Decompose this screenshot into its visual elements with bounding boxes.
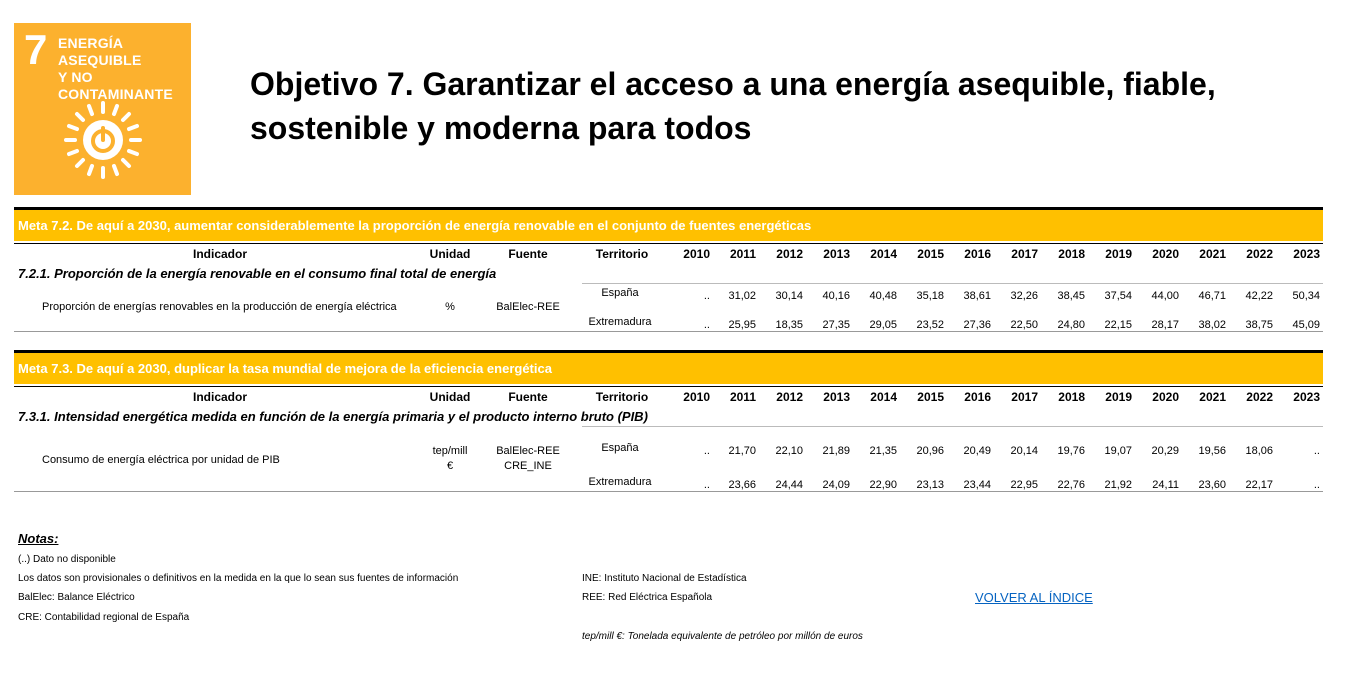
data-cell: 38,45 <box>1057 290 1085 302</box>
header-year: 2014 <box>870 390 897 404</box>
indicator-name: Consumo de energía eléctrica por unidad de PIB <box>42 454 280 466</box>
header-year: 2012 <box>776 247 803 261</box>
data-cell: .. <box>703 479 710 491</box>
data-cell: 50,34 <box>1292 290 1320 302</box>
header-fuente: Fuente <box>508 247 548 261</box>
indicator-source: BalElec-REE <box>496 301 560 313</box>
data-cell: 22,17 <box>1245 479 1273 491</box>
header-year: 2019 <box>1105 390 1132 404</box>
data-cell: 18,35 <box>775 319 803 331</box>
territory-extremadura: Extremadura <box>588 476 652 488</box>
data-cell: 22,90 <box>869 479 897 491</box>
header-year: 2017 <box>1011 390 1038 404</box>
data-cell: 24,80 <box>1057 319 1085 331</box>
data-cell: 23,44 <box>963 479 991 491</box>
table-bottom-line <box>14 331 1323 332</box>
data-cell: 20,49 <box>963 445 991 457</box>
data-cell: 37,54 <box>1104 290 1132 302</box>
data-cell: 46,71 <box>1198 290 1226 302</box>
note-ine: INE: Instituto Nacional de Estadística <box>582 573 747 584</box>
data-cell: 22,15 <box>1104 319 1132 331</box>
header-indicador: Indicador <box>192 390 247 404</box>
note-cre: CRE: Contabilidad regional de España <box>18 612 190 623</box>
header-year: 2016 <box>964 390 991 404</box>
header-year: 2020 <box>1152 390 1179 404</box>
data-cell: 27,36 <box>963 319 991 331</box>
header-year: 2016 <box>964 247 991 261</box>
meta-band: Meta 7.2. De aquí a 2030, aumentar considerablemente la proporción de energía renovable en el conjunto de fuentes energéticas <box>14 207 1323 241</box>
header-year: 2018 <box>1058 390 1085 404</box>
header-year: 2023 <box>1293 247 1320 261</box>
header-year: 2012 <box>776 390 803 404</box>
data-cell: 42,22 <box>1245 290 1273 302</box>
header-year: 2021 <box>1199 247 1226 261</box>
indicator-source-2: CRE_INE <box>504 460 552 472</box>
header-indicador: Indicador <box>192 247 247 261</box>
data-cell: 24,44 <box>775 479 803 491</box>
data-cell: 22,10 <box>775 445 803 457</box>
data-cell: .. <box>1313 479 1320 491</box>
header-year: 2015 <box>917 247 944 261</box>
sun-power-icon <box>63 100 143 180</box>
data-cell: .. <box>703 319 710 331</box>
territory-espana: España <box>601 442 639 454</box>
data-cell: 38,02 <box>1198 319 1226 331</box>
header-year: 2014 <box>870 247 897 261</box>
data-cell: 22,95 <box>1010 479 1038 491</box>
indicator-unit: % <box>445 301 455 313</box>
data-cell: 24,09 <box>822 479 850 491</box>
header-year: 2015 <box>917 390 944 404</box>
indicator-unit-2: € <box>446 460 454 472</box>
header-year: 2023 <box>1293 390 1320 404</box>
header-year: 2022 <box>1246 390 1273 404</box>
subheader-divider <box>582 426 1323 427</box>
note-provisional: Los datos son provisionales o definitivos en la medida en la que lo sean sus fuentes de información <box>18 573 459 584</box>
data-cell: 40,48 <box>869 290 897 302</box>
data-cell: 38,61 <box>963 290 991 302</box>
data-cell: 21,89 <box>822 445 850 457</box>
header-divider <box>14 386 1323 387</box>
data-cell: 21,70 <box>728 445 756 457</box>
note-dato: (..) Dato no disponible <box>18 554 116 565</box>
data-cell: 45,09 <box>1292 319 1320 331</box>
header-year: 2013 <box>823 390 850 404</box>
data-cell: 23,66 <box>728 479 756 491</box>
sdg-number: 7 <box>24 26 48 73</box>
header-year: 2019 <box>1105 247 1132 261</box>
sdg-7-logo <box>14 23 191 195</box>
indicator-title: 7.3.1. Intensidad energética medida en función de la energía primaria y el producto interno bruto (PIB) <box>18 409 648 424</box>
header-year: 2021 <box>1199 390 1226 404</box>
data-cell: 38,75 <box>1245 319 1273 331</box>
data-cell: 24,11 <box>1152 479 1179 491</box>
sdg-title: ENERGÍA ASEQUIBLE Y NO CONTAMINANTE <box>58 35 173 102</box>
indicator-title: 7.2.1. Proporción de la energía renovable en el consumo final total de energía <box>18 266 497 281</box>
territory-espana: España <box>601 287 639 299</box>
header-territorio: Territorio <box>595 247 649 261</box>
volver-al-indice-link[interactable]: VOLVER AL ÍNDICE <box>975 590 1093 605</box>
data-cell: 19,76 <box>1057 445 1085 457</box>
data-cell: .. <box>1313 445 1320 457</box>
data-cell: 28,17 <box>1151 319 1179 331</box>
data-cell: 21,92 <box>1104 479 1132 491</box>
data-cell: 22,50 <box>1010 319 1038 331</box>
data-cell: 23,13 <box>916 479 944 491</box>
header-fuente: Fuente <box>508 390 548 404</box>
data-cell: .. <box>703 445 710 457</box>
meta-band: Meta 7.3. De aquí a 2030, duplicar la tasa mundial de mejora de la eficiencia energética <box>14 350 1323 384</box>
data-cell: 40,16 <box>822 290 850 302</box>
note-balelec: BalElec: Balance Eléctrico <box>18 592 135 603</box>
header-year: 2011 <box>729 390 756 404</box>
indicator-unit: tep/mill <box>432 445 468 457</box>
note-ree: REE: Red Eléctrica Española <box>582 592 713 603</box>
indicator-source: BalElec-REE <box>496 445 560 457</box>
data-cell: 23,52 <box>916 319 944 331</box>
header-year: 2010 <box>683 247 710 261</box>
header-year: 2017 <box>1011 247 1038 261</box>
data-cell: 21,35 <box>869 445 897 457</box>
data-cell: .. <box>703 290 710 302</box>
data-cell: 19,07 <box>1104 445 1132 457</box>
data-cell: 29,05 <box>869 319 897 331</box>
data-cell: 20,96 <box>916 445 944 457</box>
header-year: 2010 <box>683 390 710 404</box>
header-year: 2022 <box>1246 247 1273 261</box>
data-cell: 22,76 <box>1057 479 1085 491</box>
data-cell: 18,06 <box>1245 445 1273 457</box>
header-territorio: Territorio <box>595 390 649 404</box>
header-unidad: Unidad <box>429 247 471 261</box>
header-divider <box>14 243 1323 244</box>
note-tep: tep/mill €: Tonelada equivalente de petróleo por millón de euros <box>582 631 863 642</box>
header-year: 2011 <box>729 247 756 261</box>
subheader-divider <box>582 283 1323 284</box>
data-cell: 35,18 <box>916 290 944 302</box>
territory-extremadura: Extremadura <box>588 316 652 328</box>
data-cell: 32,26 <box>1010 290 1038 302</box>
data-cell: 25,95 <box>728 319 756 331</box>
notes-title: Notas: <box>18 531 59 546</box>
page-title: Objetivo 7. Garantizar el acceso a una energía asequible, fiable, sostenible y moderna para todos <box>250 66 1216 146</box>
data-cell: 31,02 <box>728 290 756 302</box>
indicator-name: Proporción de energías renovables en la producción de energía eléctrica <box>42 301 397 313</box>
table-bottom-line <box>14 491 1323 492</box>
data-cell: 23,60 <box>1198 479 1226 491</box>
data-cell: 27,35 <box>822 319 850 331</box>
header-unidad: Unidad <box>429 390 471 404</box>
data-cell: 19,56 <box>1198 445 1226 457</box>
header-year: 2018 <box>1058 247 1085 261</box>
data-cell: 20,29 <box>1151 445 1179 457</box>
header-year: 2013 <box>823 247 850 261</box>
header-year: 2020 <box>1152 247 1179 261</box>
data-cell: 30,14 <box>775 290 803 302</box>
data-cell: 44,00 <box>1151 290 1179 302</box>
data-cell: 20,14 <box>1010 445 1038 457</box>
